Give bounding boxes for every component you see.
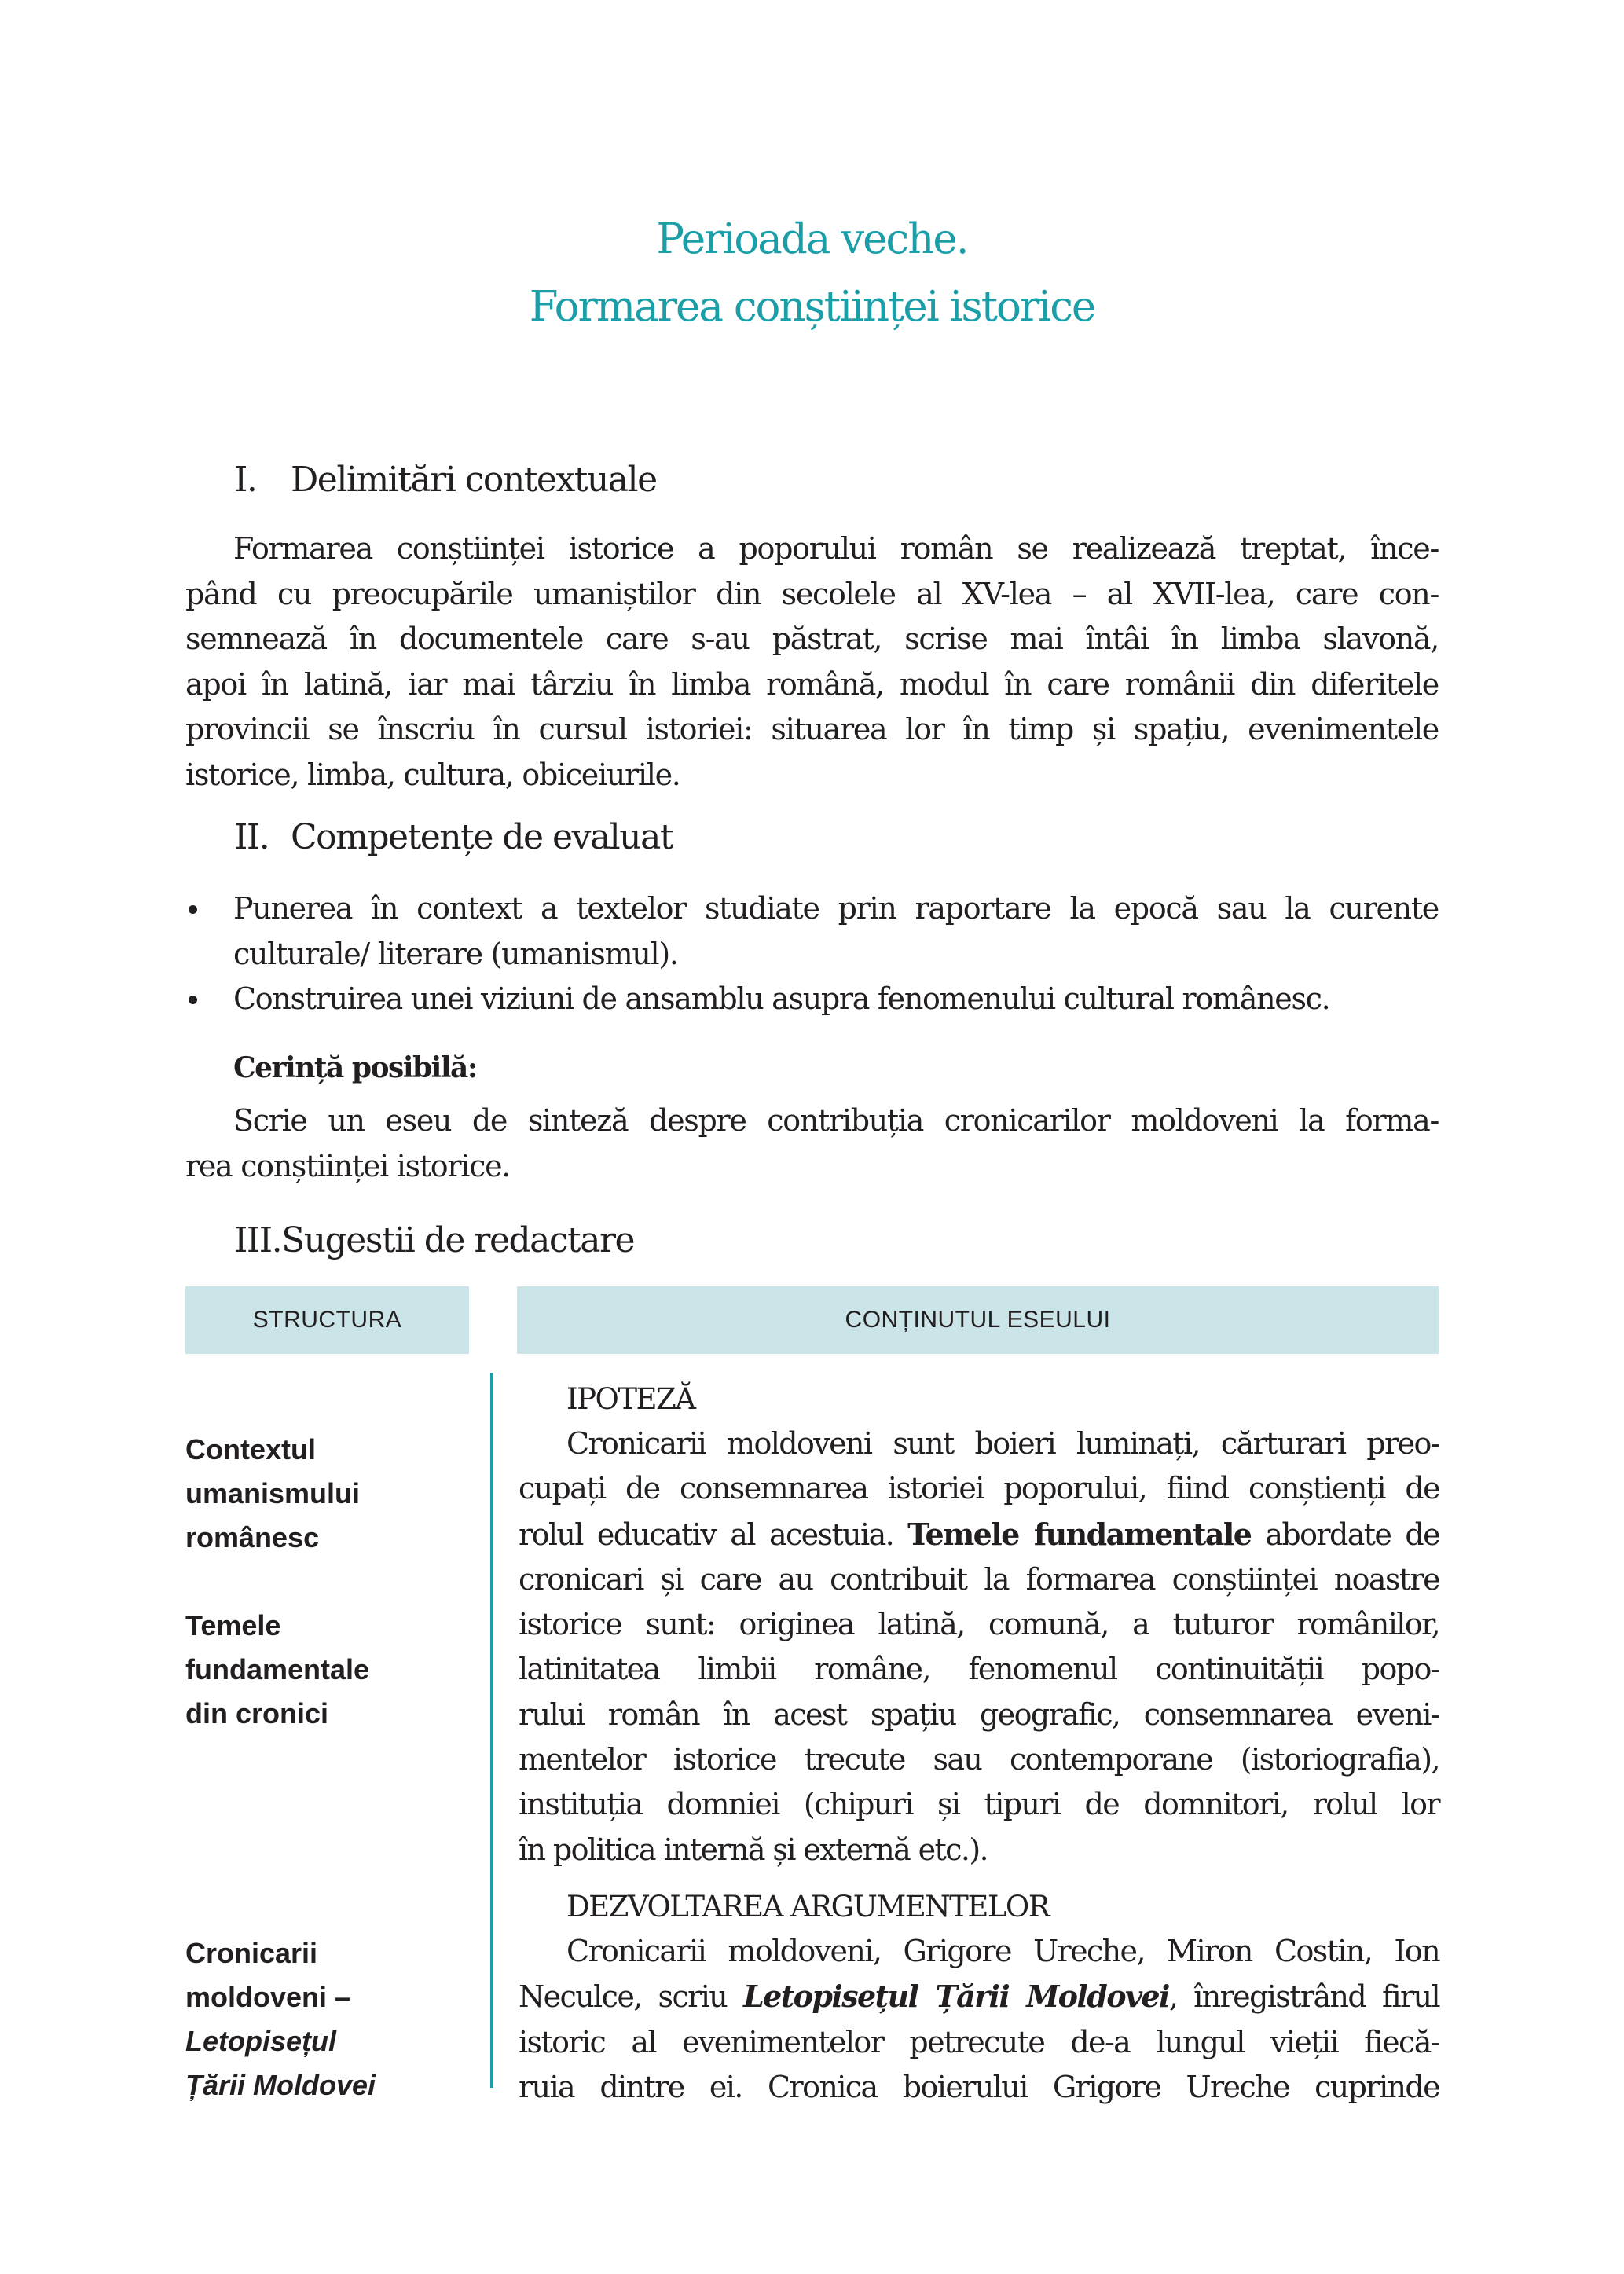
bullet-icon [189,996,197,1004]
title-line-1: Perioada veche. [656,215,968,263]
requirement-paragraph [185,1098,1439,1189]
structure-label-context [185,1428,468,1560]
structure-line: fundamentale [185,1653,370,1685]
paragraph-line: instituția domniei (chipuri și tipuri de domnitori, rolul lor [519,1787,1439,1822]
text-run: abordate de [1251,1517,1439,1552]
context-paragraph [185,526,1439,798]
section-number: III. [234,1220,282,1260]
list-item [185,886,1439,977]
page-title [0,206,1624,341]
paragraph-line: istoric al evenimentelor petrecute de-a lungul vieții fiecă- [519,2024,1439,2059]
list-item-line: Construirea unei viziuni de ansamblu asupra fenomenului cultural românesc. [233,981,1330,1016]
paragraph-line: istorice sunt: originea latină, comună, a tuturor românilor, [519,1607,1439,1642]
paragraph-line: Formarea conștiinței istorice a poporului român se realizează treptat, înce- [233,531,1439,566]
paragraph-line: istorice, limba, cultura, obiceiurile. [185,757,680,792]
section-heading-3 [234,1220,634,1260]
section-title: Delimitări contextuale [291,460,657,500]
table-header-structure: STRUCTURA [185,1286,469,1354]
bold-term: Temele fundamentale [907,1516,1252,1552]
structure-line: umanismului [185,1477,361,1509]
section-number: II. [234,817,269,857]
paragraph-line: cronicari și care au contribuit la formarea conștiinței noastre [519,1561,1439,1597]
block-heading: IPOTEZĂ [566,1382,695,1416]
structure-line: din cronici [185,1697,329,1729]
paragraph-line: mentelor istorice trecute sau contemporane (istoriografia), [519,1742,1439,1777]
paragraph-line: cupați de consemnarea istoriei poporului, fiind conștienți de [519,1471,1439,1506]
bullet-icon [189,905,197,914]
structure-line: Cronicarii [185,1937,318,1969]
paragraph-line: apoi în latină, iar mai târziu în limba română, modul în care românii din diferitele [185,666,1439,702]
list-item-line: culturale/ literare (umanismul). [233,936,678,971]
block-heading: DEZVOLTAREA ARGUMENTELOR [566,1890,1050,1924]
section-heading-2 [234,817,673,857]
text-run: rolul educativ al acestuia. [519,1517,908,1552]
paragraph-line: Cronicarii moldoveni sunt boieri luminați, cărturari preo- [566,1426,1439,1461]
structure-line: Letopisețul [185,2025,337,2057]
text-run: , înregistrând firul [1168,1979,1440,2015]
paragraph-line: Scrie un eseu de sinteză despre contribuția cronicarilor moldoveni la forma- [233,1103,1439,1138]
table-header-content: CONȚINUTUL ESEULUI [517,1286,1439,1354]
paragraph-line: în politica internă și externă etc.). [519,1832,988,1867]
section-heading-1 [234,460,657,500]
paragraph-line [519,1974,1439,2019]
structure-label-themes [185,1604,468,1736]
competence-list [185,886,1439,1022]
text-run: Neculce, scriu [519,1979,743,2015]
column-divider [490,1373,493,2088]
block-paragraph [519,1929,1439,2110]
block-paragraph [519,1421,1439,1872]
paragraph-line: ruia dintre ei. Cronica boierului Grigore Ureche cuprinde [519,2069,1439,2104]
list-item [185,977,1439,1022]
list-item-line: Punerea în context a textelor studiate prin raportare la epocă sau la curente [233,891,1439,926]
structure-line: Temele [185,1609,281,1641]
work-title: Letopisețul Țării Moldovei [743,1979,1169,2015]
structure-line: Contextul [185,1433,316,1465]
paragraph-line: provincii se înscriu în cursul istoriei: situarea lor în timp și spațiu, evenimentele [185,712,1439,746]
title-line-2: Formarea conștiinței istorice [529,283,1095,331]
content-block-arguments [519,1884,1439,2110]
paragraph-line: Cronicarii moldoveni, Grigore Ureche, Miron Costin, Ion [566,1934,1439,1968]
structure-line: Țării Moldovei [185,2069,376,2101]
section-title: Competențe de evaluat [291,817,673,857]
paragraph-line [519,1512,1439,1557]
paragraph-line: rului român în acest spațiu geografic, consemnarea eveni- [519,1696,1439,1732]
paragraph-line: latinitatea limbii române, fenomenul continuității popo- [519,1652,1439,1687]
section-number: I. [234,460,257,500]
paragraph-line: pând cu preocupările umaniștilor din secolele al XV-lea – al XVII-lea, care con- [185,576,1439,611]
section-title: Sugestii de redactare [281,1220,635,1260]
content-block-hypothesis [519,1377,1439,1872]
structure-line: românesc [185,1521,320,1553]
structure-label-chroniclers [185,1931,468,2107]
paragraph-line: rea conștiinței istorice. [185,1148,511,1183]
structure-line: moldoveni – [185,1981,351,2013]
requirement-label: Cerință posibilă: [233,1051,477,1084]
paragraph-line: semnează în documentele care s-au păstrat, scrise mai întâi în limba slavonă, [185,622,1439,656]
